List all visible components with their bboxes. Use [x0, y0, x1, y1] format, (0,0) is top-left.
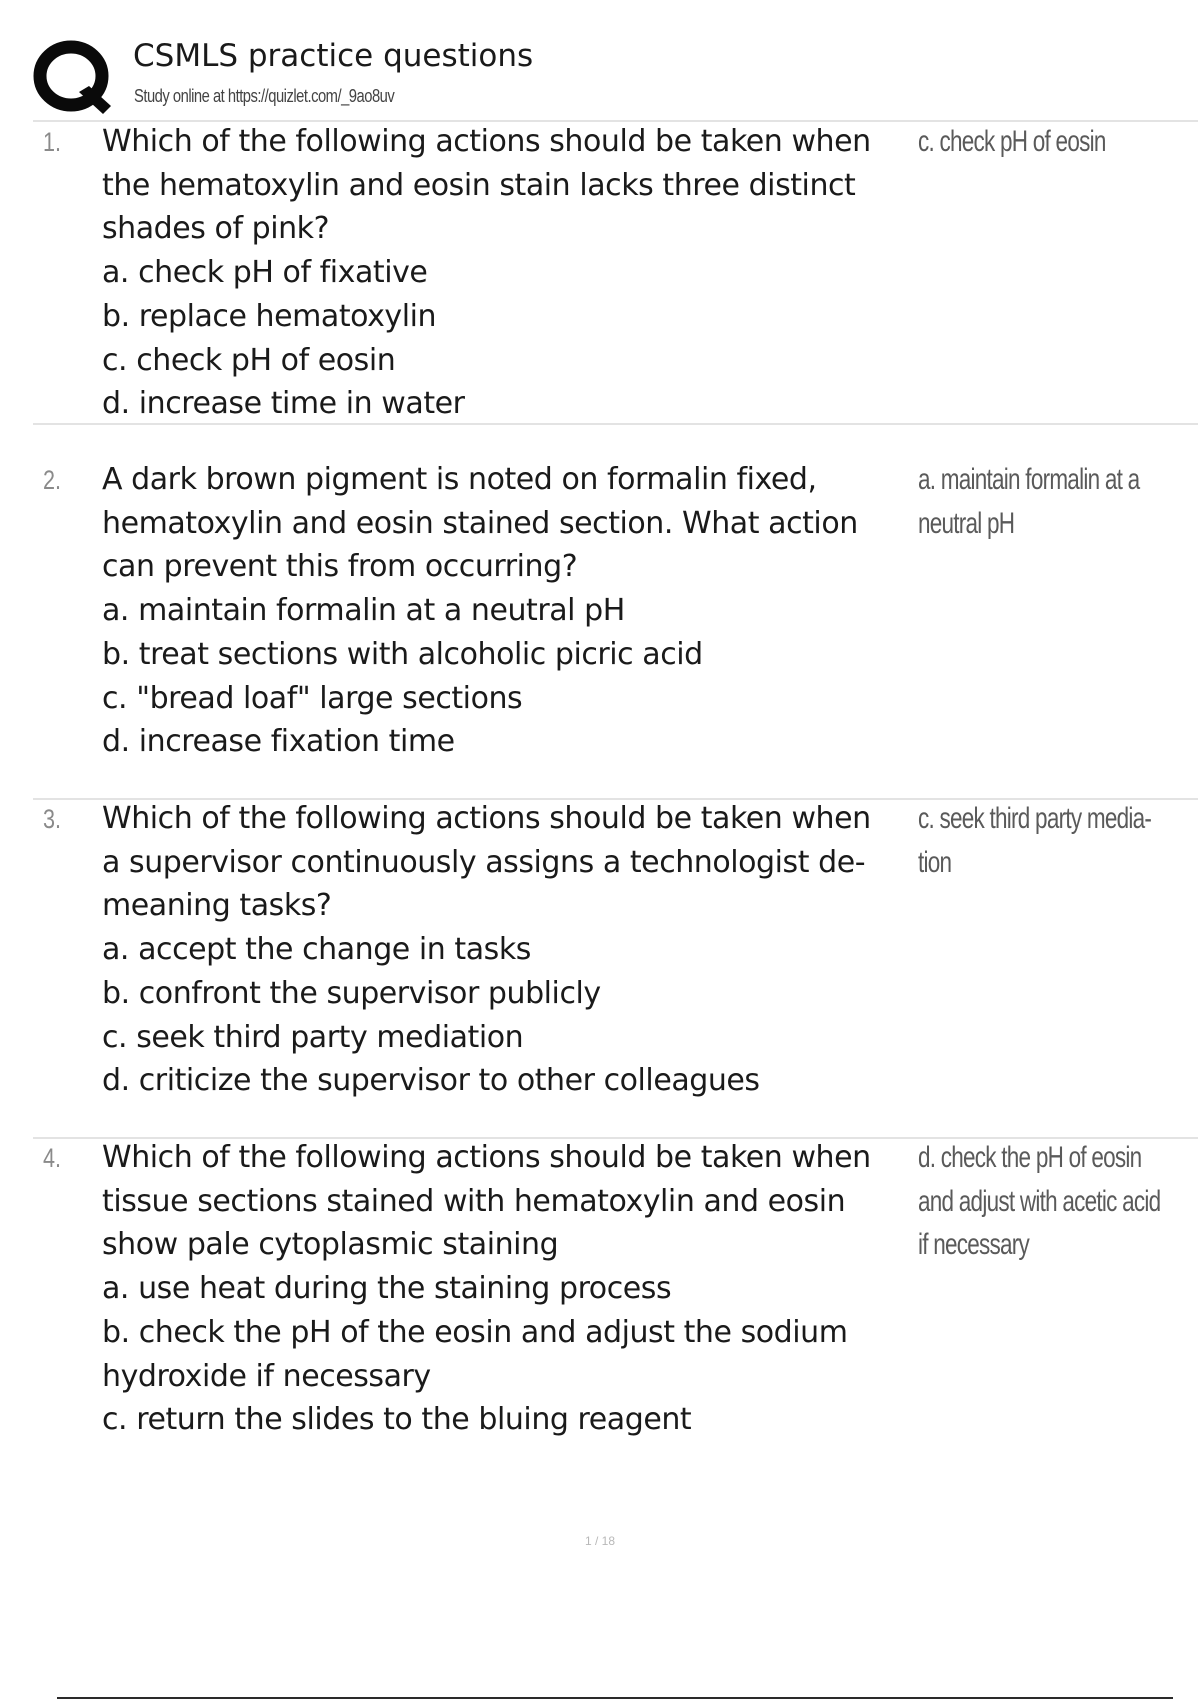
option-item: d. increase fixation time	[102, 724, 455, 760]
question-card	[33, 120, 1198, 425]
page-header	[33, 36, 1198, 122]
question-number: 3.	[43, 804, 62, 834]
question-line: a supervisor continuously assigns a technologist de-	[102, 844, 866, 880]
question-line: tissue sections stained with hematoxylin and eosin	[102, 1183, 846, 1219]
question-line: the hematoxylin and eosin stain lacks three distinct	[102, 167, 856, 203]
quizlet-logo-icon	[33, 40, 113, 120]
answer-line: if necessary	[918, 1228, 1030, 1262]
option-item: c. "bread loaf" large sections	[102, 680, 523, 716]
page-number: 1 / 18	[584, 1534, 616, 1548]
option-item: c. return the slides to the bluing reagent	[102, 1402, 692, 1438]
question-number: 1.	[43, 127, 62, 157]
option-item: c. check pH of eosin	[102, 342, 396, 378]
answer-text	[918, 1136, 1181, 1267]
answer-text	[918, 458, 1181, 545]
question-text	[102, 458, 937, 764]
answer-line: c. check pH of eosin	[918, 125, 1106, 158]
option-item: hydroxide if necessary	[102, 1358, 431, 1394]
question-line: shades of pink?	[102, 211, 330, 247]
answer-line: neutral pH	[918, 506, 1015, 540]
option-item: b. replace hematoxylin	[102, 298, 437, 334]
question-line: hematoxylin and eosin stained section. What action	[102, 505, 858, 541]
question-card	[33, 458, 1198, 800]
question-text	[102, 120, 937, 426]
answer-line: d. check the pH of eosin	[918, 1141, 1142, 1174]
answer-line: and adjust with acetic acid	[918, 1184, 1161, 1218]
option-item: b. check the pH of the eosin and adjust the sodium	[102, 1314, 848, 1350]
option-item: a. maintain formalin at a neutral pH	[102, 593, 625, 629]
question-number: 2.	[43, 465, 62, 495]
question-line: can prevent this from occurring?	[102, 549, 578, 585]
question-line: A dark brown pigment is noted on formalin fixed,	[102, 462, 817, 497]
question-card	[33, 1136, 1198, 1466]
option-item: b. treat sections with alcoholic picric acid	[102, 636, 703, 672]
question-line: Which of the following actions should be taken when	[102, 801, 871, 836]
question-line: meaning tasks?	[102, 888, 332, 924]
question-number: 4.	[43, 1143, 62, 1173]
question-text	[102, 1136, 937, 1442]
answer-line: c. seek third party media-	[918, 802, 1152, 835]
document-subtitle: Study online at https://quizlet.com/_9ao8uv	[134, 86, 395, 106]
option-item: a. accept the change in tasks	[102, 932, 531, 968]
answer-text	[918, 120, 1181, 164]
question-line: Which of the following actions should be taken when	[102, 124, 871, 159]
answer-line: a. maintain formalin at a	[918, 463, 1140, 496]
option-item: d. increase time in water	[102, 386, 465, 422]
question-line: show pale cytoplasmic staining	[102, 1227, 559, 1263]
option-item: b. confront the supervisor publicly	[102, 975, 601, 1011]
document-title: CSMLS practice questions	[133, 38, 534, 74]
bottom-divider	[57, 1697, 1173, 1699]
option-item: a. check pH of fixative	[102, 255, 428, 291]
question-line: Which of the following actions should be taken when	[102, 1140, 871, 1175]
answer-text	[918, 797, 1181, 884]
option-item: a. use heat during the staining process	[102, 1271, 672, 1307]
question-text	[102, 797, 937, 1103]
question-card	[33, 797, 1198, 1139]
option-item: d. criticize the supervisor to other colleagues	[102, 1063, 760, 1099]
option-item: c. seek third party mediation	[102, 1019, 524, 1055]
answer-line: tion	[918, 845, 952, 879]
